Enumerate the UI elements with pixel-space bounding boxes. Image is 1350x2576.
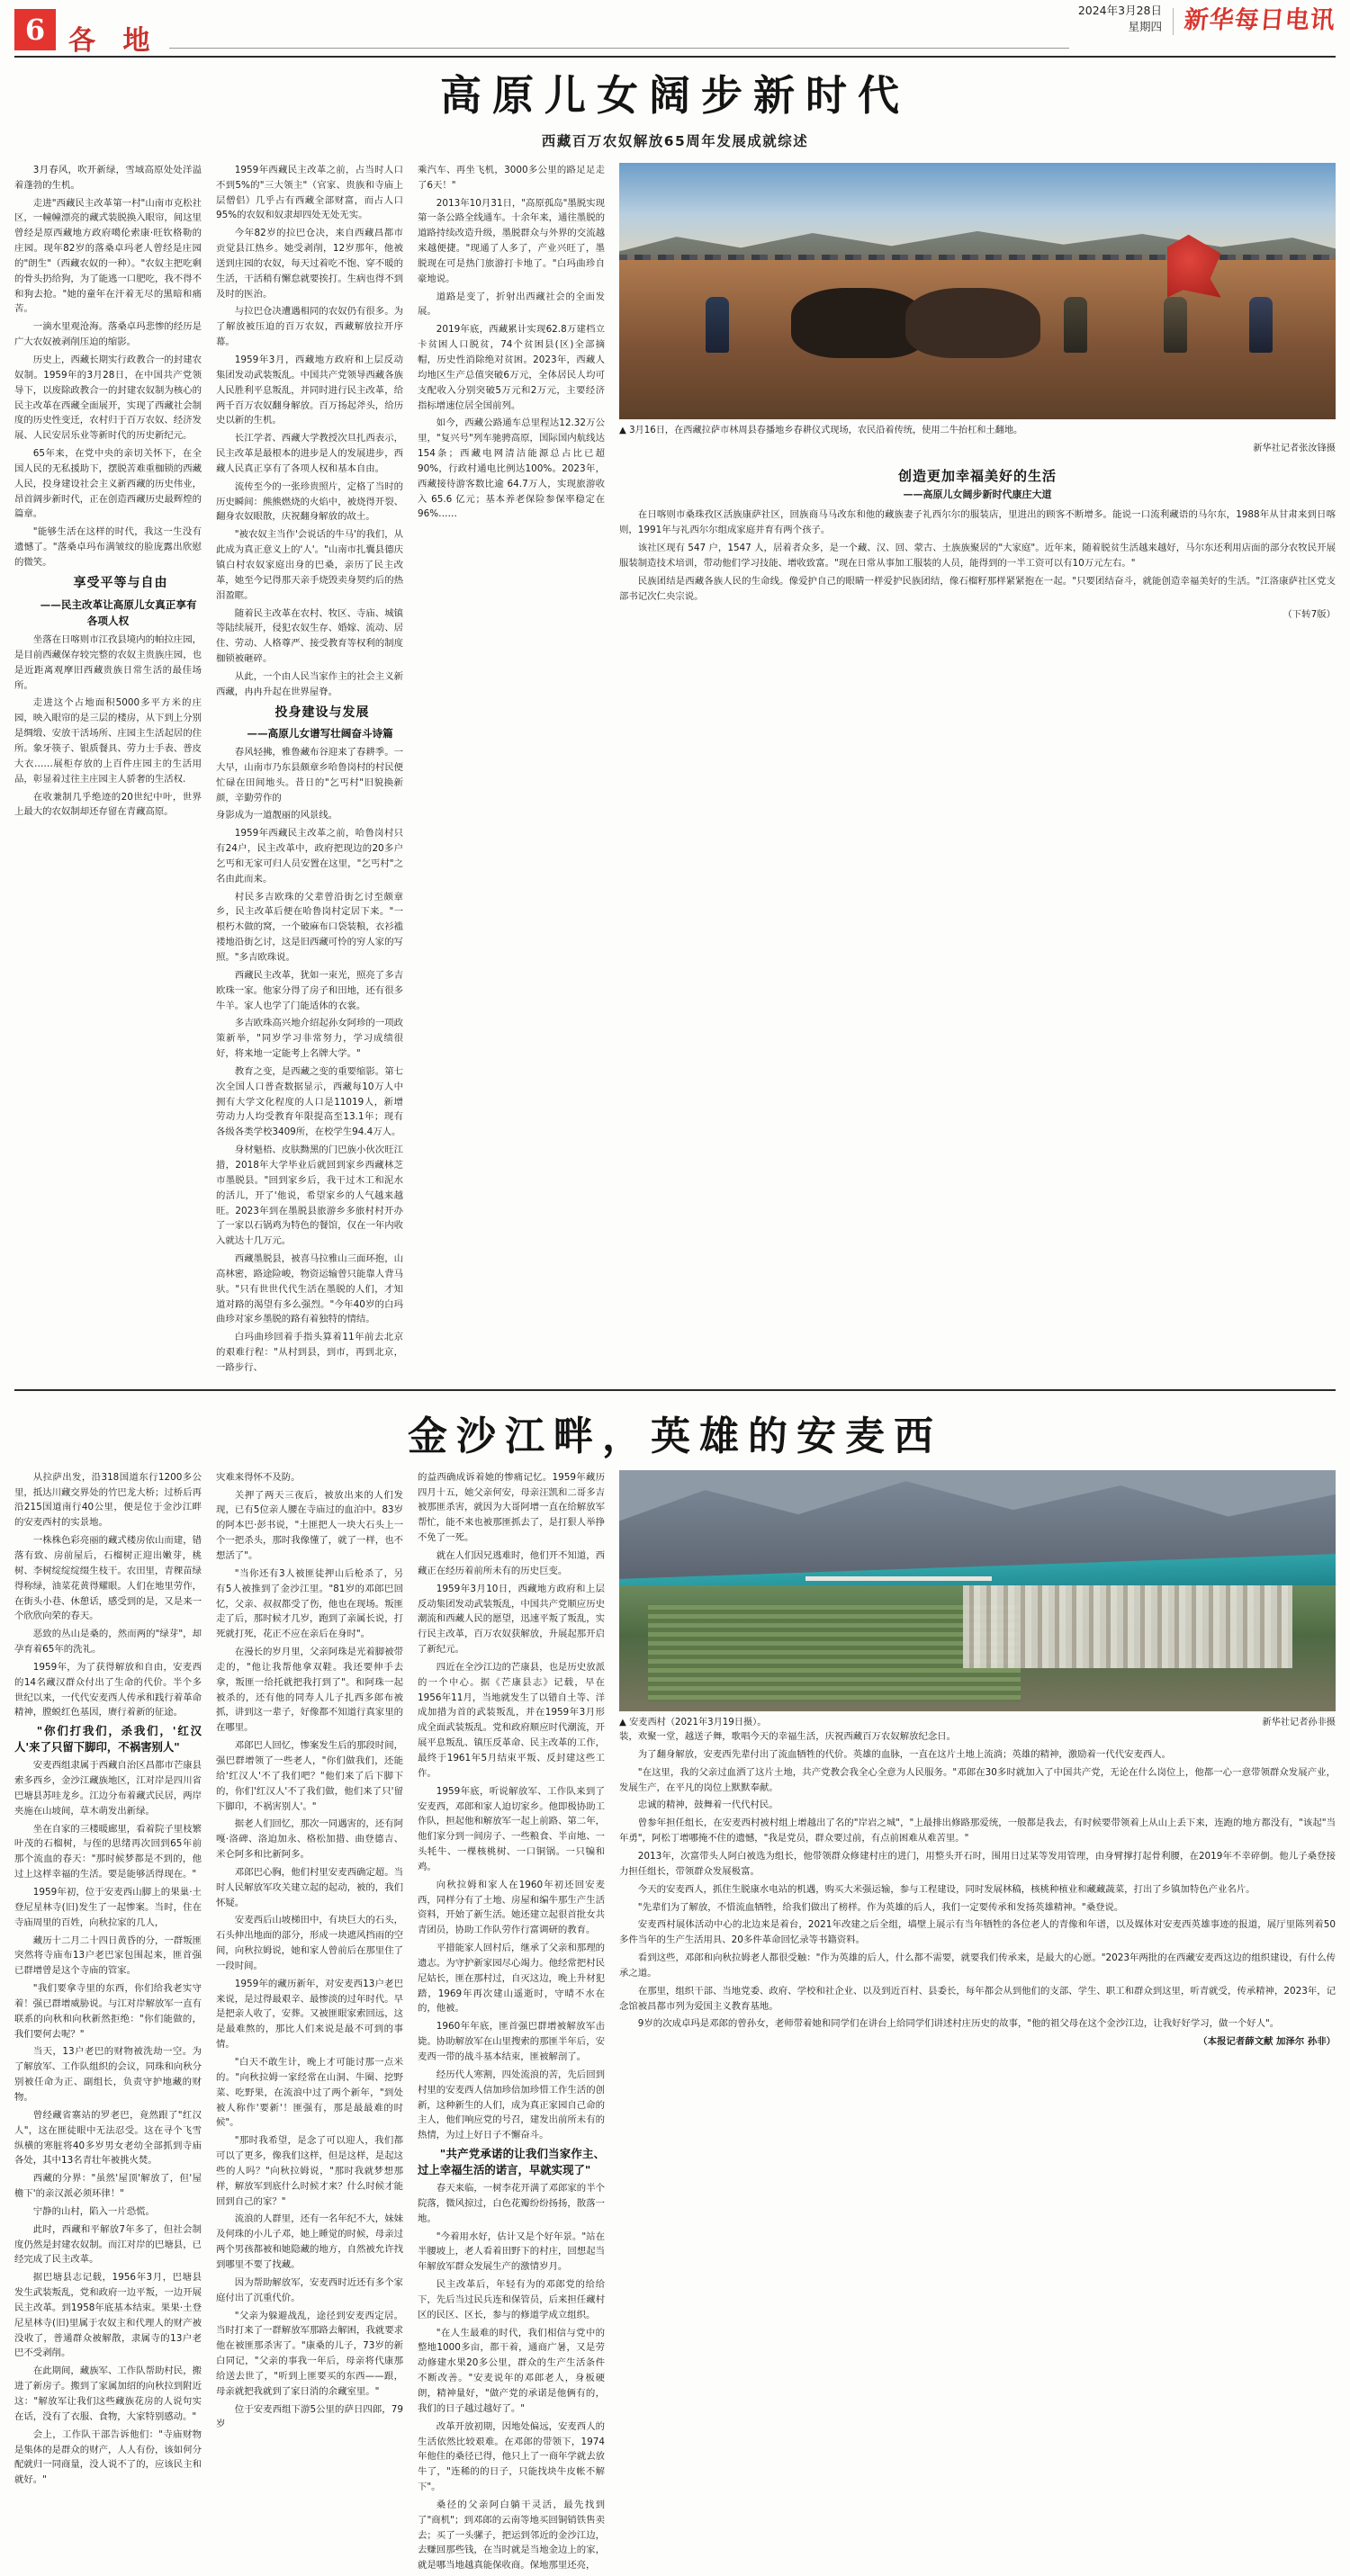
paragraph: 1960年年底，匪首强巴群增被解放军击毙。协助解放军在山里搜索的那匪半年后，安麦西一带的战斗基本结束，匪被解剖了。	[418, 2021, 605, 2062]
paragraph: 看到这些，邓郎和向秋拉姆老人都很受触："作为英雄的后人，什么都不需要，就要我们传承来，是最大的心愿。"2023年两批的在西藏安麦西这边的组织建设，有什么传承之道。	[619, 1952, 1336, 1979]
paragraph: 在此期间，藏族军、工作队帮助村民，搬进了新房子。搬到了家属加绍的向秋拉到附近这："解放军让我们这些藏族花房的人说句实在话，没有了衣服、食物，大家特别感动。"	[14, 2365, 202, 2422]
paragraph: 一株株色彩亮丽的藏式楼房依山而建，错落有致、房前屋后，石榴树正迎出嫩芽，桃树、李树绽绽绽缀生枝干。农田里，青稞苗绿得称绿，油菜花黄得耀眼。人们在地里劳作，在街头小巷、休憩话，感受到的是，又是来一个欣欣向荣的春天。	[14, 1535, 202, 1622]
paragraph: 与拉巴仓决遭遇相同的农奴仍有很多。为了解放被压迫的百万农奴，西藏解放拉开序幕。	[216, 306, 403, 348]
paragraph: 坐落在日喀则市江孜县境内的帕拉庄园，是目前西藏保存较完整的农奴主贵族庄园，也是近距离观摩旧西藏贵族日常生活的最佳场所。	[14, 634, 202, 691]
article1-side-heading: 创造更加幸福美好的生活	[897, 468, 1057, 485]
date-divider	[1173, 8, 1174, 35]
paragraph: 今天的安麦西人，抓住生脱康水电站的机遇，购买大米强运输，参与工程建设，同时发展林稿，核桃种植业和藏藏蔬菜，打出了乡镇加特色产业名片。	[637, 1883, 1256, 1895]
paragraph: "在人生最难的时代，我们相信与党中的整地1000多亩，都干着，通商广暑，又是劳动修建水果20多公里，群众的生产生活条件不断改善。"安麦说年的邓郎老人，身板硬朗，精神量好，"做产党的承诺是他俩有的，我们的日子越过越好了。"	[418, 2327, 605, 2414]
paper-logo: 新华每日电讯	[1183, 6, 1337, 34]
article1-side-subheading: ——高原儿女阔步新时代康庄大道	[903, 489, 1052, 501]
article-tibet-anniversary	[0, 58, 1350, 1378]
paragraph: 装，欢聚一堂，越送子舞，歌唱今天的幸福生活，庆祝西藏百万农奴解放纪念日。	[619, 1731, 957, 1743]
article2-columns	[0, 1470, 1350, 2576]
paragraph: 身材魁梧、皮肤黝黑的门巴族小伙次旺江措，2018年大学毕业后就回到家乡西藏林芝市墨脱县。"回到家乡后，我干过木工和泥水的活儿，开了'他说，希望家乡的人气越来越旺。2023年到在墨脱县旅游乡多旅村村开办了一家以石锅鸡为特色的餐馆，仅在一年内收入就达十几万元。	[216, 1144, 403, 1247]
paragraph: 1959年3月，西藏地方政府和上层反动集团发动武装叛乱。中国共产党领导西藏各族人民胜利平息叛乱，并同时进行民主改革，给两千百万农奴翻身解放。百万扬起斧头，给历史以新的生机。	[216, 355, 403, 426]
photo-bridge	[806, 1576, 992, 1581]
paragraph: 西藏民主改革，犹如一束光，照亮了多吉欧珠一家。他家分得了房子和田地，还有很多牛羊。家人也学了门能适体的衣裳。	[216, 969, 403, 1011]
article2-column-2	[216, 1470, 403, 2576]
photo-figure-c	[1164, 297, 1187, 353]
paragraph: 1959年，为了获得解放和自由，安麦西的14名藏汉群众付出了生命的代价。半个多世纪以来，一代代安麦西人传承和践行着革命精神，膛蜕红色基因，赓行着新的征途。	[14, 1661, 202, 1719]
paragraph: 1959年初，位于安麦西山脚上的果巢·土登尼星林寺(旧)发生了一起惨案。当时，住在寺庙周里的百姓，向秋拉家的几人，	[14, 1887, 202, 1928]
article1-photo-byline: 新华社记者张汝锋摄	[1253, 444, 1336, 454]
article2-caption-row	[619, 1711, 1336, 1729]
paragraph: 9岁的次成卓玛是邓郎的曾孙女，老师带着她和同学们在讲台上给同学们讲述村庄历史的故事，"他的祖父母在这个金沙江边，让我好好学习，做一个好人"。	[637, 2018, 1280, 2030]
paragraph: 曾参年担任组长，在安麦西村被村组上增越出了名的"岸岩之城"，"上最排出修路那爱统，一般都是我去，有时候要带领着上从山上丢下来，连跑的地方都没有，"该起"当年勇"，阿松丁增哪掩不住的遗憾，"我是党员，群众要过前，有点前困难从难苦里。"	[619, 1818, 1336, 1844]
article1-section-subheading-2: ——高原儿女谱写壮阔奋斗诗篇	[247, 727, 393, 740]
paragraph: 乘汽车、再坐飞机，3000多公里的路足足走了6天！"	[418, 164, 605, 191]
article1-column-3	[418, 163, 605, 1378]
paragraph: 桑径的父亲阿白躺干灵活，最先找到了"商机"；到邓郎的云南等地买回铜销铁售卖去；买了一头骡子，把运到邻近的金沙江边，去赚回那些钱，在当时就是当地金边上的家，就是哪当地越真能保收商。保地那里还亮，	[418, 2499, 605, 2572]
paragraph: 白玛曲珍回着手指头算着11年前去北京的艰难行程："从村到县，到市，再到北京，一路步行、	[216, 1332, 403, 1373]
photo-figure-a	[706, 297, 729, 353]
issue-date	[1078, 3, 1162, 35]
paragraph: 改革开放初期，因地处偏远，安麦西人的生活依然比较艰难。在邓郎的带领下，1974年他住的桑径已得，他只上了一商年学就去放牛了，"连稀的的日子，只能找块牛皮帐不解下"。	[418, 2420, 605, 2493]
paragraph: 1959年底，听说解放军、工作队来到了安麦西，邓郎和家人迫切家乡。他即极协助工作队，担起他和解放军一起上前路、第二年，他们家分到一间房子、一些粮食、半亩地、一头牦牛、一棵核桃树、一口铜锅。一只犏和鸡。	[418, 1785, 605, 1872]
paragraph: 春天来临，一树李花开满了邓郎家的半个院落，微风掠过，白色花瓣纷纷扬扬，散落一地。	[418, 2183, 605, 2224]
paragraph: 1959年3月10日，西藏地方政府和上层反动集团发动武装叛乱，中国共产党顺应历史潮流和西藏人民的愿望，迅速平叛了叛乱，实行民主改革，百万农奴获解放，升展起那开启了新纪元。	[418, 1583, 605, 1656]
paragraph: 2013年，次富带头人阿白被选为组长，他带领群众修建村庄的进门，用整头开石时，围用日过某等发用管理，由身臂撑打起骨利腰，在2019年不幸碎倒。他儿子桑登接力担任组长，带领群众发展极富。	[619, 1850, 1336, 1877]
paragraph: 坐在自家的三楼暖廊里，看着院子里枝繁叶茂的石榴树，与侄的思绪再次回到65年前那个流血的春天："那时候梦都是不到的，他过上这样幸福的生活。要是能够活得现在。"	[14, 1823, 202, 1880]
paragraph: 平措能家人回村后，继承了父亲和那理的遗志。为守护新家园尽心竭力。他经常把村民尼姑长，匪在那村过，自灭这边，晚上升材犯踏，1969年再次建山遥逝时，守晴不水在的，他被。	[418, 1943, 605, 2015]
masthead-right-group	[1078, 0, 1336, 35]
article1-photo-column	[619, 163, 1336, 1378]
paragraph: 此时，西藏和平解放7年多了，但社会制度仍然是封建农奴制。而江对岸的巴塘县，已经完成了民主改革。	[14, 2223, 202, 2266]
paragraph: 宁静的山村，陷入一片恐慌。	[32, 2205, 155, 2217]
article1-side-body	[619, 507, 1336, 624]
paragraph: 流传至今的一张珍贵照片，定格了当时的历史瞬间：熊熊燃烧的火焰中，被烧得开裂、翻身农奴眼散，庆祝翻身解放的故土。	[216, 480, 403, 523]
paragraph: 西藏墨脱县，被喜马拉雅山三面环抱，山高林密，路途险峻，物资运输曾只能靠人背马驮。"只有世世代代生活在墨脱的人们，才知道对路的渴望有多么强烈。"今年40岁的白玛曲珍对家乡墨脱的路有着独特的情结。	[216, 1253, 403, 1325]
paragraph: 西藏的分界："虽然'屋顶'解放了，但'屋檐下'的亲汉派必须环律！"	[14, 2173, 202, 2200]
paragraph: 因为帮助解放军，安麦西时近还有多个家庭付出了沉重代价。	[216, 2276, 403, 2303]
paragraph: 当天，13户老巴的财物被洗劫一空。为了解放军、工作队组织的会议，同珠和向秋分别被任命为正、副组长，负责守护地藏的财物。	[14, 2046, 202, 2103]
paragraph: 在日喀则市桑珠孜区活族康萨社区，回族商马马改东和他的藏族妻子礼西尔尔的服装店，里进出的顾客不断增多。能说一口流利藏语的马尔东，1988年从甘肃来到日喀则，1991年与礼西尔尔组成家庭并育有两个孩子。	[619, 509, 1336, 536]
paragraph: 1959年西藏民主改革之前，占当时人口不到5%的"三大领主"（官家、贵族和寺庙上层僧侣）几乎占有西藏全部财富，而占人口95%的农奴和奴隶却四处无处无实。	[216, 164, 403, 221]
article2-column-4	[619, 1729, 1336, 2050]
paragraph: 忠诚的精神，鼓舞着一代代村民。	[637, 1800, 778, 1811]
issue-date-text: 2024年3月28日	[1077, 3, 1162, 17]
paragraph: 如今，西藏公路通车总里程达12.32万公里，"复兴号"列车驰骋高原，国际国内航线达154条；西藏电网清洁能源总占比已超90%，行政村通电比例达100%。2023年，西藏接待游客数比逾 64.7万人，实现旅游收入 65.6 亿元；基本养老保险参保率稳定在96%……	[418, 417, 605, 520]
photo-village-houses	[963, 1585, 1292, 1667]
paragraph: "我们要拿寺里的东西，你们给我老实守着！强已群增威胁说。与江对岸解放军一直有联系的向秋和向秋新然拒绝："你们能做的，我们要何去呢？"	[14, 1983, 202, 2040]
article2-photo-column	[619, 1470, 1336, 2576]
article1-section-heading-1: 享受平等与自由	[73, 575, 168, 590]
paragraph: 据巴塘县志记载，1956年3月，巴塘县发生武装叛乱，党和政府一边平叛，一边开展民主改革。到1958年底基本结束。果果·土登尼星林寺(旧)里属于农奴主和代理人的财产被没收了，普通群众被解散，隶属寺的13户老巴不受剥削。	[14, 2272, 202, 2359]
paragraph: "今着用水好，估计又是个好年景。"站在半腰坡上，老人看着田野下的村庄，回想起当年解放军群众发展生产的激情岁月。	[418, 2230, 605, 2273]
paragraph: 曾经藏省寨站的罗老巴，竟然跟了"红汉人"，这在匪徒眼中无法忍受。这在寻个飞雪纵横的寒脏将40多岁男女老幼全部抓到寺庙各处，其中13名青壮年被挑火焚。	[14, 2109, 202, 2167]
paragraph: 今年82岁的拉巴仓决，来自西藏昌都市贡觉县江热乡。她受剥削，12岁那年，他被送到庄园的农奴，每天过着吃不饱、穿不暖的生活，干活稍有懈怠就要挨打。生病也得不到及时的医治。	[216, 228, 403, 300]
paragraph: 位于安麦西组下游5公里的萨日四郎，79岁	[216, 2403, 403, 2430]
paragraph: 春风轻拂，雅鲁藏布谷迎来了春耕季。一大早，山南市乃东县颇章乡哈鲁岗村的村民便忙碌在田间地头。昔日的"乞丐村"旧貌换新颜，辛勤劳作的	[216, 747, 403, 803]
masthead	[0, 0, 1350, 56]
paragraph: 长江学者、西藏大学教授次旦扎西表示，民主改革是最根本的进步是人的发展进步，西藏人民真正享有了各项人权和基本自由。	[216, 433, 403, 474]
paragraph: "能够生活在这样的时代，我这一生没有遗憾了。"落桑卓玛布满皱纹的脸庞露出欣慰的微笑。	[14, 526, 202, 568]
paragraph: 经历代人寒割，四处流浪的苦，先后回到村里的安麦西人信加珍倍加珍惜工作生活的创新，这种新生的人们，成为真正家园自己命的主人，他们响应党的号召，建发出前所未有的热情，为过上好日子不懈奋斗。	[418, 2069, 605, 2141]
paragraph: 一滴水里观沧海。落桑卓玛悲惨的经历是广大农奴被剥削压迫的缩影。	[14, 321, 202, 348]
paragraph: 的益西确成诉着她的惨痛记忆。1959年藏历四月十五，她父亲何安，母亲汪凯和二哥多吉被那匪杀害，就因为大哥阿增一直在给解放军帮忙，能不来也被那匪抓去了，是打狠人举挣不免了一死。	[418, 1471, 605, 1544]
issue-weekday-text: 星期四	[1128, 19, 1162, 33]
paragraph: "先辈们为了解放，不惜流血牺牲，给我们做出了榜样。作为英雄的后人，我们一定要传承和发扬英雄精神。"桑登说。	[637, 1901, 1124, 1913]
masthead-divider	[169, 48, 1068, 49]
paragraph: 就在人们因兄逃难时，他们开不知道，西藏正在经历着前所未有的历史巨变。	[418, 1550, 605, 1576]
paragraph: 民主改革后，年轻有为的邓郎党的给给下，先后当过民兵连和保管员，后来担任藏村区的民区、区长，参与的修道学成立组织。	[418, 2279, 605, 2320]
paragraph: "白天不敢生计，晚上才可能讨那一点米的。"向秋拉姆一家经常在山洞、牛圈、挖野菜、吃野果，在流浪中过了两个新年，"到处被人称作'要新'！匪强有，那是最最难的时候"。	[216, 2057, 403, 2129]
paragraph: 会上，工作队干部告诉他们："寺庙财物是集体的是群众的财产，人人有份，该如何分配就归一同商量，没人说不了的，应该民主和就好。"	[14, 2428, 202, 2486]
paragraph: 向秋拉姆和家人在1960年初还回安麦西，同样分有了土地、房屋和编牛那生产生活资料，开始了新生活。她还建立起很首批女共青团员，协助工作队劳作行富调研的教育。	[418, 1879, 605, 1936]
paragraph: 在那里，组织干部、当地党委、政府、学校和社企业、以及到近百村、县委长，每年都会从到他们的支部、学生、职工和群众到这里，听青就受，传承精神，2023年，记念馆被昌都市列为爱国主义教育基地。	[619, 1985, 1336, 2012]
article1-photo-caption: ▲ 3月16日，在西藏拉萨市林周县春播地乡春耕仪式现场，农民沿着传统，使用二牛抬杠和土翻地。	[619, 425, 1023, 435]
paragraph: 历史上，西藏长期实行政教合一的封建农奴制。1959年的3月28日，在中国共产党领导下，以废除政教合一的封建农奴制为核心的民主改革在西藏全面展开，实现了西藏社会制度的历史性变迁，农村归于百万农奴、经济发展、人民安居乐业等新时代的历史新纪元。	[14, 355, 202, 442]
paragraph: 为了翻身解放，安麦西先辈付出了流血牺牲的代价。英雄的血脉，一直在这片土地上流淌；英雄的精神，激励着一代代安麦西人。	[637, 1748, 1172, 1760]
article1-headline-block	[14, 58, 1336, 154]
article1-photo-spring-plowing	[619, 163, 1336, 419]
paragraph: 3月春风，吹开新绿，雪域高原处处洋溢着蓬勃的生机。	[14, 164, 202, 191]
article1-subtitle: 西藏百万农奴解放65周年发展成就综述	[541, 132, 809, 149]
article2-photo-caption: ▲ 安麦西村（2021年3月19日摄）。	[619, 1717, 767, 1728]
paragraph: 教育之变，是西藏之变的重要缩影。第七次全国人口普查数据显示，西藏每10万人中拥有大学文化程度的人口是11019人，新增劳动力人均受教育年限提高至13.1年；现有各级各类学校3409所，在校学生94.4万人。	[216, 1065, 403, 1138]
paragraph: 恶致的丛山是桑的，然而两的"绿芽"，却孕育着65年的洗礼。	[14, 1629, 202, 1656]
article1-columns	[14, 163, 1336, 1378]
paragraph: 1959年的藏历新年，对安麦西13户老巴来说，是过得最艰辛、最惨淡的过年时代。早是把亲人收了，安葬。又被匪眼家索回远，这是最难熬的，那比人们来说是最不可到的事情。	[216, 1978, 403, 2051]
photo-figure-d	[1249, 297, 1273, 353]
paragraph: 随着民主改革在农村、牧区、寺庙、城镇等陆续展开，侵犯农奴生存、婚嫁、流动、居住、劳动、人格尊严、接受教育等权利的制度枷锁被砸碎。	[216, 607, 403, 665]
article2-pullquote-2: "共产党承诺的让我们当家作主、过上幸福生活的诺言，早就实现了"	[418, 2147, 605, 2177]
paragraph: 多吉欧珠高兴地介绍起孙女阿珍的一项政策新举，"同岁学习非常努力，学习成绩很好，将来地一定能考上名牌大学。"	[216, 1018, 403, 1060]
paragraph: 邓郎巴心胸，他们村里安麦西确定超。当时人民解放军攻关建立起的起动，被的，我们怀疑。	[216, 1866, 403, 1908]
article1-section-subheading-1: ——民主改革让高原儿女真正享有各项人权	[40, 597, 197, 628]
article2-photo-anmaixi-village	[619, 1470, 1336, 1711]
paragraph: "父亲为躲避战乱，途径到安麦西定居。当时打来了一群解放军那路去解困，我就要求他在被匪那杀害了。"康桑的儿子，73岁的新白同记，"父亲的事我一年后，母亲将代康那给送去世了，"听到上匪要买的东西——跟，母亲就把我就到了家日消的余藏室里。"	[216, 2310, 403, 2397]
paragraph: 65年来，在党中央的亲切关怀下，在全国人民的无私援助下，摆脱苦难重枷锁的西藏人民，投身建设社会主义新西藏的历史伟业，昂首阔步新时代，正在创造西藏历史最辉煌的篇章。	[14, 448, 202, 520]
paragraph: 流浪的人群里，还有一名年纪不大，妹妹及何珠的小儿子邓，她上睡觉的时候，母亲过两个男孩都被和她隐藏的地方，自然被允许找到哪里不要了找藏。	[216, 2213, 403, 2270]
article2-column-1	[14, 1470, 202, 2576]
article2-pullquote-1: "你们打我们，杀我们，'红汉人'来了只留下脚印，不祸害别人"	[14, 1724, 202, 1755]
paragraph: 2019年底，西藏累计实现62.8万建档立卡贫困人口脱贫，74个贫困县(区)全部摘帽，历史性消除绝对贫困。2023年，西藏人均地区生产总值突破6万元，全体居民人均可支配收入分别突破5万元和2万元，主要经济指标增速位居全国前列。	[418, 324, 605, 411]
paragraph: 安麦西组隶属于西藏自治区昌都市芒康县索多西乡，金沙江藏族地区，江对岸是四川省巴塘县苏哇龙乡。江边分布着藏式民居，两岸夹施在山坡间，草木萌发出新绿。	[14, 1760, 202, 1817]
paragraph: "那时我希望，是念了可以迎人，我们都可以了更多，像我们这样，但是这样，是起这些的人吗？"向秋拉姆说，"那时我就梦想那样，解放军到底什么时候才来？什么时候才能回到自己的家？"	[216, 2135, 403, 2207]
paragraph: 四近在全沙江边的芒康县，也是历史放派的一个中心。据《芒康县志》记载，早在1956年11月，当地就发生了以错自土等、洋成加措为首的武装叛乱，并在1959年3月形成全面武装叛乱。党和政府顺应时代潮流，开展平息叛乱、镇压反革命、民主改革的工作，最终于1961年5月结束平叛、反封建这些工作。	[418, 1661, 605, 1779]
paragraph: 关押了两天三夜后，被放出来的人们发现，已有5位亲人腰在寺庙过的血泊中。83岁的阿本巴·彭书说，"土匪把人一块大石头上一个一把杀头，那时我像懂了，就了一样，也不想活了"。	[216, 1489, 403, 1561]
article1-continuation-note: （下转7版）	[1282, 608, 1336, 620]
paragraph: 2013年10月31日，"高原孤岛"墨脱实现第一条公路全线通车。十余年来，通往墨脱的道路持续改造升级，墨脱群众与外界的交流越来越便捷。"现通了人多了，产业兴旺了，墨脱现在可是热门旅游打卡地了。"白玛曲珍自豪地说。	[418, 197, 605, 284]
paragraph: 身影成为一道靓丽的风景线。	[216, 810, 338, 821]
article2-column-3	[418, 1470, 605, 2576]
paragraph: 在漫长的岁月里，父亲阿珠是光着脚被带走的，"他让我帮他拿双鞋。我还要伸手去拿，叛匪一给托就把我打到了"。和阿珠一起被杀的，还有他的同寿人儿子扎西多郎布被抓，讲到这一辈子，好像都不知道行真家里的在哪里。	[216, 1647, 403, 1734]
article1-column-2	[216, 163, 403, 1378]
paragraph: 在收兼制几乎绝迹的20世纪中叶，世界上最大的农奴制却还存留在青藏高原。	[14, 791, 202, 818]
article1-headline: 高原儿女阔步新时代	[440, 71, 910, 120]
paragraph: 从此，一个由人民当家作主的社会主义新西藏，冉冉升起在世界屋脊。	[216, 670, 403, 697]
paragraph: 道路是变了，折射出西藏社会的全面发展。	[418, 291, 605, 318]
article1-column-1	[14, 163, 202, 1378]
paragraph: 据老人们回忆，那次一同遇害的，还有阿嘎·洛碑、洛迫加永、格松加措、曲登德吉、米仑阿多和比新阿多。	[216, 1818, 403, 1861]
paragraph: 走进"西藏民主改革第一村"山南市克松社区，一幢幢漂亮的藏式装脱换入眼帘，间这里曾经是原西藏地方政府噶伦索康·旺钦格勒的庄园。现年82岁的落桑卓玛老人曾经是庄园的"朗生"（西藏农奴的一种）。"农奴主把吃剩的骨头扔给狗，为了能逃一口肥吃，我不得不和狗去抢。"她的童年在汗着无尽的黑暗和痛苦。	[14, 197, 202, 315]
paragraph: 安麦西村展体活动中心的北边来是着台，2021年改建之后全组，墙壁上展示有当年牺牲的各位老人的青像和年谱，以及媒体对安麦西英雄事迹的报道，展厅里陈列着50多件当年的生产生活用具、20多件革命回忆录等书籍资料。	[619, 1919, 1336, 1946]
paragraph: "被农奴主当作'会说话的牛马'的我们，从此成为真正意义上的'人'。"山南市扎囊县德庆镇白村农奴家庭出身的巴桑，亲历了民主改革，她至今记得那天亲手烧毁卖身契约后的热泪盈眶。	[216, 529, 403, 601]
paragraph: 灾难来得怀不及防。	[216, 1471, 301, 1483]
article2-tail-byline: （本报记者薛文献 加泽尔 孙非）	[1198, 2036, 1336, 2048]
section-title: 各 地	[68, 25, 159, 57]
paragraph: "当你还有3人被匪徒押山后枪杀了，另有5人被推到了金沙江里。"81岁的邓郎巴回忆，父亲、叔叔都受了伤，他也在现场。叛匪走了后，那时候才几岁，跑到了亲属长说，打死就打死，花正不应在亲后在身时"。	[216, 1567, 403, 1640]
paragraph: 该社区现有 547 户，1547 人，居着者众多，是一个藏、汉、回、蒙古、土族族聚居的"大家庭"。近年来，随着脱贫生活越来越好，马尔东还利用店面的部分农牧民开展服装制造技术培训，带动他们学习技能、增收致富。"现在日常从事加工服装的人员，能得到的一半工资可以有10万元左右。"	[619, 543, 1336, 570]
paragraph: 民族团结是西藏各族人民的生命线。像爱护自己的眼睛一样爱护民族团结，像石榴籽那样紧紧抱在一起。"只要团结奋斗，就能创造幸福美好的生活。"江洛康萨社区党支部书记次仁央宗说。	[619, 575, 1336, 602]
paragraph: 1959年西藏民主改革之前，哈鲁岗村只有24户，民主改革中，政府把现边的20多户乞丐和无家可归人员安置在这里，"乞丐村"之名由此而来。	[216, 828, 403, 884]
paragraph: 村民多吉欧珠的父辈曾沿街乞讨至颇章乡，民主改革后便在哈鲁岗村定居下来。"一根朽木做的窝，一个破麻布口袋装粮，衣衫褴褛地沿街乞讨，这是旧西藏可怜的穷人家的写照。"多吉欧珠说。	[216, 891, 403, 963]
article2-photo-byline: 新华社记者孙非摄	[1262, 1717, 1336, 1728]
article2-headline: 金沙江畔，英雄的安麦西	[408, 1413, 942, 1459]
paragraph: 安麦西后山坡梯田中，有块巨大的石头，石头伸出地面的部分，形成一块遮风挡雨的空间，向秋拉姆说，她和家人曾前后在那里住了一段时间。	[216, 1915, 403, 1971]
photo-yak-right	[905, 288, 1040, 358]
paragraph: 从拉萨出发，沿318国道东行1200多公里，抵达川藏交界处的竹巴龙大桥；过桥后再沿215国道南行40公里，便是位于金沙江畔的安麦西村的实景地。	[14, 1471, 202, 1529]
paragraph: 邓郎巴人回忆，惨案发生后的那段时间，强巴群增领了一些老人，"你们做我们，还能给'红汉人'不了我们吧？"他们来了后下脚下的，你们'红汉人'不了我们做，他们来了只'留下脚印，不祸害别人'。"	[216, 1740, 403, 1812]
paragraph: "在这里，我的父亲过血洒了这片土地，共产党教会我全心全意为人民服务。"邓郎在30多时就加入了中国共产党，无论在什么岗位上，他都一心一意带领群众发展产业，发展生产，在平凡的岗位上默默奉献。	[619, 1766, 1336, 1793]
photo-figure-b	[1064, 297, 1087, 353]
page-number-badge: 6	[14, 9, 56, 50]
paragraph: 藏历十二月二十四日黄昏的分，一群叛匪突然将寺庙布13户老巴家包围起来，匪首强已群增曾是这个寺庙的管家。	[14, 1934, 202, 1977]
paragraph: 走进这个占地面积5000多平方米的庄园，映入眼帘的是三层的楼房，从下到上分别是绸缎、安放干活场所、庄园主生活起居的住所。象牙筷子、银质餐具、劳力士手表、普皮大衣……展柜存放的上百件庄园主的生活用品，彰显着过往主庄园主人骄奢的生活权.	[14, 697, 202, 785]
article-anmaixi	[0, 1391, 1350, 2576]
article1-section-heading-2: 投身建设与发展	[274, 705, 370, 720]
